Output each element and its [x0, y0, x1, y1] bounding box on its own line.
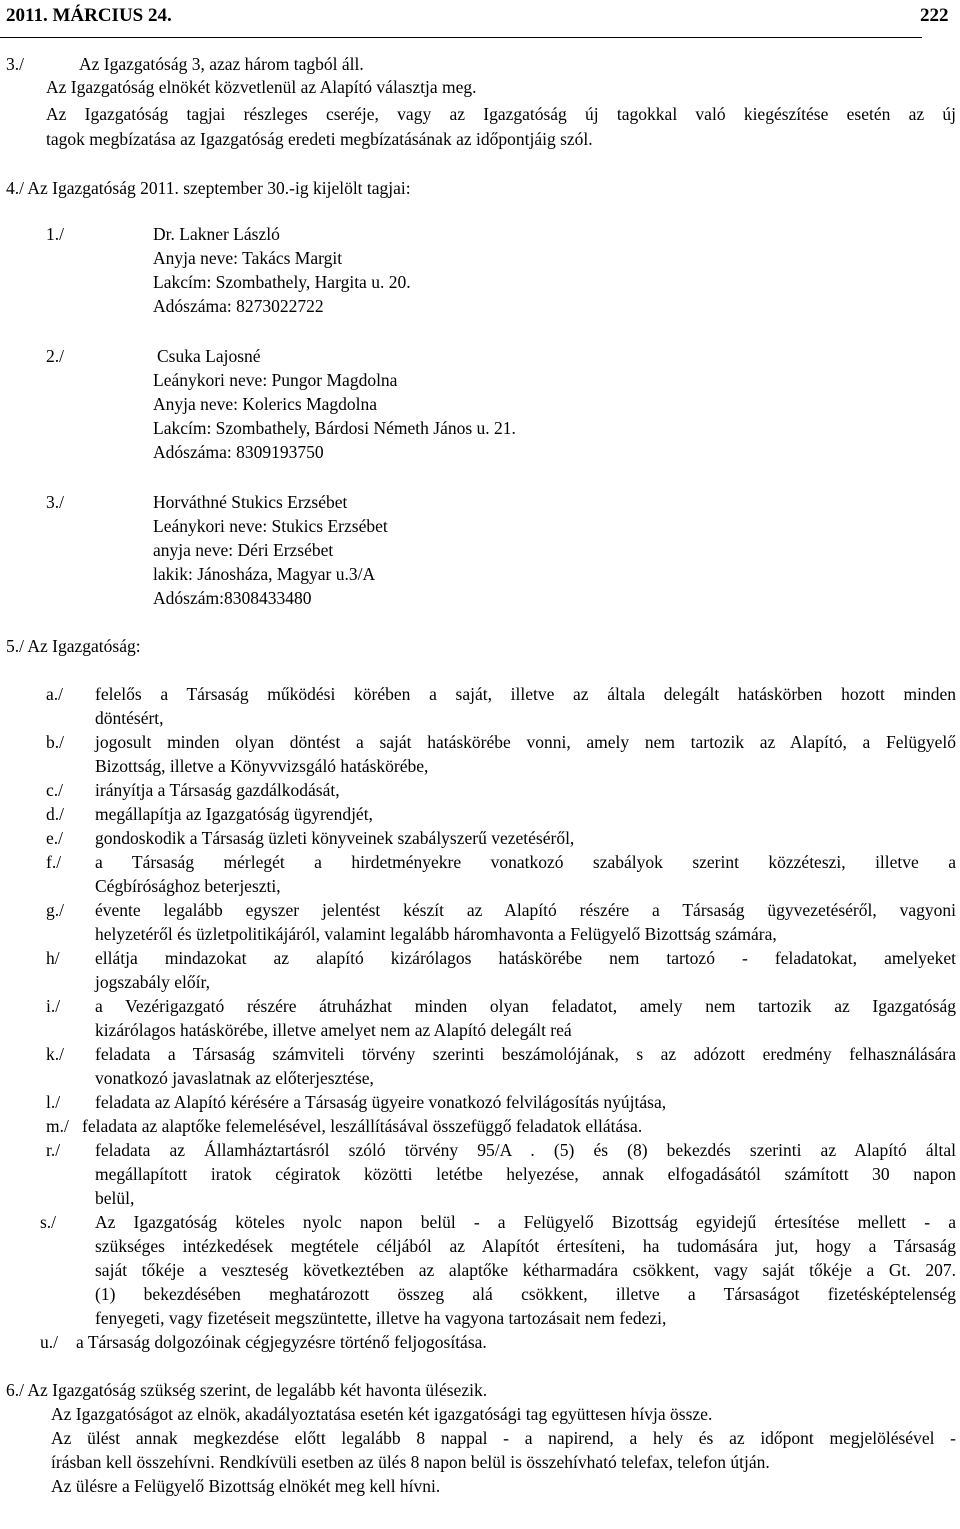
- member-number: 3./: [46, 492, 64, 512]
- section4-heading: 4./ Az Igazgatóság 2011. szeptember 30.-ig kijelölt tagjai:: [6, 178, 411, 198]
- section3-line3: Az Igazgatóság tagjai részleges cseréje, vagy az Igazgatóság új tagokkal való kiegészítése esetén az új: [46, 104, 956, 124]
- list-item-text: a Vezérigazgató részére átruházhat minden olyan feladatot, amely nem tartozik az Igazgatóság: [95, 996, 956, 1016]
- list-item-text: jogosult minden olyan döntést a saját hatáskörébe vonni, amely nem tartozik az Alapító, a Felügyelő: [95, 732, 956, 752]
- list-item-text: jogszabály előír,: [95, 972, 210, 992]
- member-maiden-name: Leánykori neve: Stukics Erzsébet: [153, 516, 388, 536]
- section3-line4: tagok megbízatása az Igazgatóság eredeti megbízatásának az időpontjáig szól.: [46, 129, 593, 149]
- list-item-text: vonatkozó javaslatnak az előterjesztése,: [95, 1068, 374, 1088]
- list-item-text: feladata az alaptőke felemelésével, leszállításával összefüggő feladatok ellátása.: [82, 1116, 643, 1136]
- member-mother-name: anyja neve: Déri Erzsébet: [153, 540, 334, 560]
- list-item-text: ellátja mindazokat az alapító kizárólagos hatáskörébe nem tartozó - feladatokat, amelyeket: [95, 948, 956, 968]
- list-item-text: (1) bekezdésében meghatározott összeg alá csökkent, illetve a Társaságot fizetésképtelenség: [95, 1284, 956, 1304]
- list-item-label: s./: [40, 1212, 57, 1232]
- list-item-text: évente legalább egyszer jelentést készít az Alapító részére a Társaság ügyvezetéséről, vagyoni: [95, 900, 956, 920]
- list-item-text: fenyegeti, vagy fizetéseit megszüntette, illetve ha vagyona tartozásait nem fedezi,: [95, 1308, 667, 1328]
- member-mother-name: Anyja neve: Kolerics Magdolna: [153, 394, 378, 414]
- list-item-label: e./: [46, 828, 64, 848]
- member-tax-id: Adószáma: 8309193750: [153, 442, 324, 462]
- section3-line1: Az Igazgatóság 3, azaz három tagból áll.: [79, 54, 364, 74]
- section3-line2: Az Igazgatóság elnökét közvetlenül az Alapító választja meg.: [46, 77, 477, 97]
- member-mother-name: Anyja neve: Takács Margit: [153, 248, 343, 268]
- member-name: Horváthné Stukics Erzsébet: [153, 492, 348, 512]
- list-item-text: gondoskodik a Társaság üzleti könyveinek szabályszerű vezetéséről,: [95, 828, 575, 848]
- list-item-text: belül,: [95, 1188, 135, 1208]
- list-item-text: feladata az Államháztartásról szóló törvény 95/A . (5) és (8) bekezdés szerinti az Alapító által: [95, 1140, 956, 1160]
- list-item-text: feladata a Társaság számviteli törvény szerinti beszámolójának, s az adózott eredmény felhasználására: [95, 1044, 956, 1064]
- header-date: 2011. MÁRCIUS 24.: [6, 5, 172, 26]
- section6-heading: 6./ Az Igazgatóság szükség szerint, de legalább két havonta ülésezik.: [6, 1380, 488, 1400]
- member-address: lakik: Jánosháza, Magyar u.3/A: [153, 564, 376, 584]
- section6-line4: Az ülésre a Felügyelő Bizottság elnökét meg kell hívni.: [51, 1476, 441, 1496]
- member-maiden-name: Leánykori neve: Pungor Magdolna: [153, 370, 398, 390]
- list-item-text: a Társaság dolgozóinak cégjegyzésre történő feljogosítása.: [76, 1332, 487, 1352]
- list-item-text: Bizottság, illetve a Könyvvizsgáló hatáskörébe,: [95, 756, 429, 776]
- list-item-label: g./: [46, 900, 64, 920]
- section3-number: 3./: [6, 54, 24, 74]
- list-item-text: saját tőkéje a veszteség következtében az alaptőke kétharmadára csökkent, vagy saját tőkéje a Gt. 207.: [95, 1260, 956, 1280]
- page-number: 222: [920, 5, 949, 26]
- list-item-label: m./: [46, 1116, 69, 1136]
- list-item-text: Az Igazgatóság köteles nyolc napon belül - a Felügyelő Bizottság egyidejű értesítése mellett - a: [95, 1212, 956, 1232]
- member-number: 1./: [46, 224, 64, 244]
- list-item-text: a Társaság mérlegét a hirdetményekre vonatkozó szabályok szerint közzéteszi, illetve a: [95, 852, 956, 872]
- header-divider: [0, 37, 922, 38]
- section5-heading: 5./ Az Igazgatóság:: [6, 636, 141, 656]
- list-item-label: h/: [46, 948, 60, 968]
- list-item-label: u./: [40, 1332, 58, 1352]
- list-item-text: feladata az Alapító kérésére a Társaság ügyeire vonatkozó felvilágosítás nyújtása,: [95, 1092, 667, 1112]
- member-name: Dr. Lakner László: [153, 224, 280, 244]
- member-tax-id: Adószám:8308433480: [153, 588, 312, 608]
- member-name: Csuka Lajosné: [157, 346, 261, 366]
- member-tax-id: Adószáma: 8273022722: [153, 296, 324, 316]
- list-item-label: l./: [46, 1092, 61, 1112]
- list-item-label: c./: [46, 780, 64, 800]
- list-item-text: helyzetéről és üzletpolitikájáról, valamint legalább háromhavonta a Felügyelő Bizottság számára,: [95, 924, 777, 944]
- section6-line2: Az ülést annak megkezdése előtt legalább 8 nappal - a napirend, a hely és az időpont megjelölésével -: [51, 1428, 956, 1448]
- list-item-label: k./: [46, 1044, 64, 1064]
- list-item-label: a./: [46, 684, 64, 704]
- list-item-text: Cégbírósághoz beterjeszti,: [95, 876, 281, 896]
- list-item-text: kizárólagos hatáskörébe, illetve amelyet nem az Alapító delegált reá: [95, 1020, 572, 1040]
- section6-line1: Az Igazgatóságot az elnök, akadályoztatása esetén két igazgatósági tag együttesen hívja össze.: [51, 1404, 713, 1424]
- list-item-text: irányítja a Társaság gazdálkodását,: [95, 780, 340, 800]
- member-number: 2./: [46, 346, 64, 366]
- list-item-label: b./: [46, 732, 64, 752]
- list-item-text: szükséges intézkedések megtétele céljából az Alapítót értesíteni, ha tudomására jut, hogy a Társaság: [95, 1236, 956, 1256]
- list-item-text: felelős a Társaság működési körében a saját, illetve az általa delegált hatáskörben hozott minden: [95, 684, 956, 704]
- member-address: Lakcím: Szombathely, Hargita u. 20.: [153, 272, 411, 292]
- list-item-label: d./: [46, 804, 64, 824]
- list-item-label: f./: [46, 852, 62, 872]
- section6-line3: írásban kell összehívni. Rendkívüli esetben az ülés 8 napon belül is összehívható telefax, telefon útján.: [51, 1452, 770, 1472]
- list-item-label: r./: [46, 1140, 61, 1160]
- list-item-text: megállapított iratok cégiratok közötti letétbe helyezése, annak elfogadásától számított 30 napon: [95, 1164, 956, 1184]
- member-address: Lakcím: Szombathely, Bárdosi Németh János u. 21.: [153, 418, 516, 438]
- list-item-text: megállapítja az Igazgatóság ügyrendjét,: [95, 804, 373, 824]
- list-item-text: döntésért,: [95, 708, 164, 728]
- list-item-label: i./: [46, 996, 61, 1016]
